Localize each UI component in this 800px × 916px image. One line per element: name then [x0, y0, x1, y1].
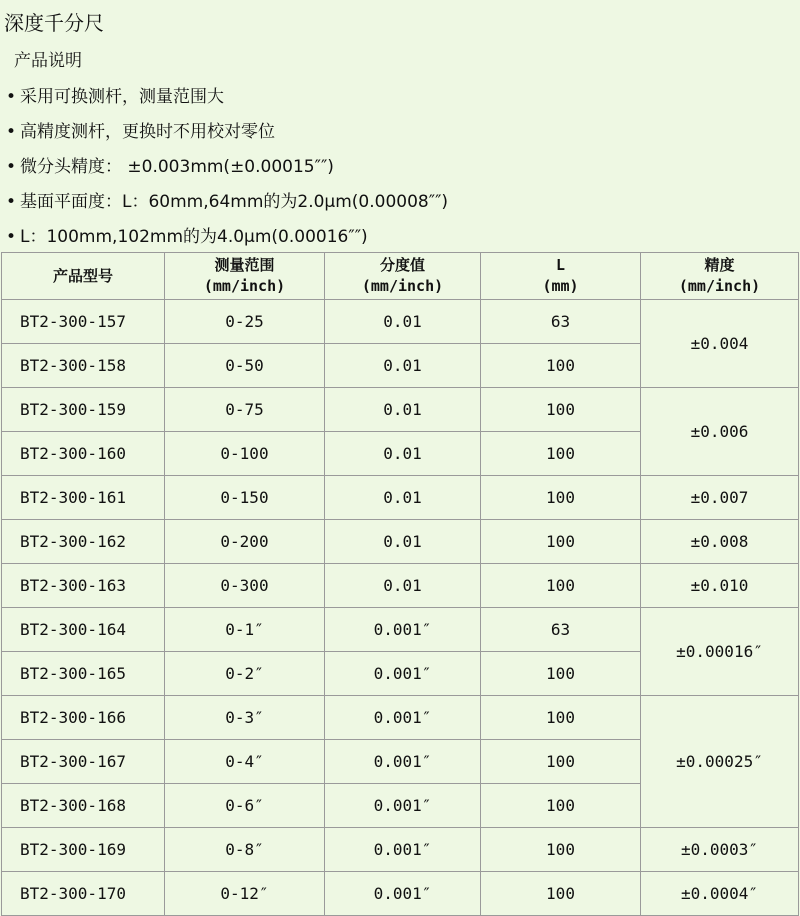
- cell-division: 0.001″: [325, 740, 481, 784]
- cell-range: 0-8″: [165, 828, 325, 872]
- cell-range: 0-4″: [165, 740, 325, 784]
- cell-range: 0-25: [165, 300, 325, 344]
- feature-item: • 微分头精度： ±0.003mm(±0.00015″″): [6, 154, 448, 189]
- cell-accuracy: ±0.004: [641, 300, 799, 388]
- header-division: 分度值 (mm/inch): [325, 253, 481, 300]
- cell-division: 0.001″: [325, 608, 481, 652]
- spec-table: [1, 252, 799, 916]
- cell-range: 0-12″: [165, 872, 325, 916]
- cell-division: 0.01: [325, 476, 481, 520]
- cell-length: 63: [481, 608, 641, 652]
- table-row: [2, 520, 799, 564]
- cell-division: 0.01: [325, 344, 481, 388]
- header-range: 测量范围 (mm/inch): [165, 253, 325, 300]
- cell-length: 100: [481, 740, 641, 784]
- cell-length: 100: [481, 652, 641, 696]
- table-header-row: [2, 253, 799, 300]
- section-subtitle: 产品说明: [14, 51, 82, 71]
- bullet-dot-icon: •: [6, 87, 17, 107]
- cell-model: BT2-300-160: [2, 432, 165, 476]
- feature-list: [6, 84, 448, 259]
- cell-length: 100: [481, 784, 641, 828]
- header-accuracy: 精度 (mm/inch): [641, 253, 799, 300]
- cell-accuracy: ±0.007: [641, 476, 799, 520]
- cell-division: 0.001″: [325, 652, 481, 696]
- cell-model: BT2-300-159: [2, 388, 165, 432]
- bullet-dot-icon: •: [6, 122, 17, 142]
- bullet-dot-icon: •: [6, 157, 17, 177]
- cell-model: BT2-300-161: [2, 476, 165, 520]
- cell-length: 100: [481, 344, 641, 388]
- feature-item: • L：100mm,102mm的为4.0μm(0.00016″″): [6, 224, 448, 259]
- header-length: L (mm): [481, 253, 641, 300]
- cell-range: 0-300: [165, 564, 325, 608]
- cell-accuracy: ±0.008: [641, 520, 799, 564]
- cell-length: 100: [481, 432, 641, 476]
- cell-range: 0-50: [165, 344, 325, 388]
- cell-range: 0-150: [165, 476, 325, 520]
- cell-division: 0.001″: [325, 696, 481, 740]
- cell-model: BT2-300-166: [2, 696, 165, 740]
- bullet-dot-icon: •: [6, 192, 17, 212]
- cell-range: 0-6″: [165, 784, 325, 828]
- cell-model: BT2-300-158: [2, 344, 165, 388]
- table-row: [2, 608, 799, 652]
- cell-division: 0.01: [325, 388, 481, 432]
- cell-division: 0.01: [325, 520, 481, 564]
- cell-accuracy: ±0.010: [641, 564, 799, 608]
- cell-length: 100: [481, 828, 641, 872]
- cell-length: 100: [481, 388, 641, 432]
- cell-division: 0.001″: [325, 784, 481, 828]
- cell-length: 100: [481, 476, 641, 520]
- cell-range: 0-200: [165, 520, 325, 564]
- cell-model: BT2-300-168: [2, 784, 165, 828]
- cell-model: BT2-300-167: [2, 740, 165, 784]
- cell-accuracy: ±0.006: [641, 388, 799, 476]
- feature-item: • 高精度测杆，更换时不用校对零位: [6, 119, 448, 154]
- feature-item: • 基面平面度：L：60mm,64mm的为2.0μm(0.00008″″): [6, 189, 448, 224]
- table-row: [2, 476, 799, 520]
- cell-length: 100: [481, 696, 641, 740]
- cell-model: BT2-300-170: [2, 872, 165, 916]
- cell-range: 0-2″: [165, 652, 325, 696]
- cell-model: BT2-300-164: [2, 608, 165, 652]
- feature-item: • 采用可换测杆，测量范围大: [6, 84, 448, 119]
- header-model: 产品型号: [2, 253, 165, 300]
- cell-accuracy: ±0.0003″: [641, 828, 799, 872]
- cell-range: 0-100: [165, 432, 325, 476]
- cell-accuracy: ±0.00016″: [641, 608, 799, 696]
- table-row: [2, 300, 799, 344]
- bullet-dot-icon: •: [6, 227, 17, 247]
- cell-accuracy: ±0.00025″: [641, 696, 799, 828]
- cell-division: 0.001″: [325, 828, 481, 872]
- cell-division: 0.01: [325, 432, 481, 476]
- cell-model: BT2-300-165: [2, 652, 165, 696]
- cell-model: BT2-300-162: [2, 520, 165, 564]
- table-row: [2, 872, 799, 916]
- cell-division: 0.01: [325, 564, 481, 608]
- cell-length: 100: [481, 872, 641, 916]
- table-row: [2, 388, 799, 432]
- cell-division: 0.001″: [325, 872, 481, 916]
- cell-range: 0-1″: [165, 608, 325, 652]
- table-row: [2, 696, 799, 740]
- table-row: [2, 564, 799, 608]
- cell-length: 100: [481, 520, 641, 564]
- cell-range: 0-3″: [165, 696, 325, 740]
- page-title: 深度千分尺: [4, 11, 104, 35]
- cell-accuracy: ±0.0004″: [641, 872, 799, 916]
- cell-model: BT2-300-157: [2, 300, 165, 344]
- cell-model: BT2-300-169: [2, 828, 165, 872]
- cell-length: 100: [481, 564, 641, 608]
- cell-model: BT2-300-163: [2, 564, 165, 608]
- cell-range: 0-75: [165, 388, 325, 432]
- cell-length: 63: [481, 300, 641, 344]
- table-row: [2, 828, 799, 872]
- cell-division: 0.01: [325, 300, 481, 344]
